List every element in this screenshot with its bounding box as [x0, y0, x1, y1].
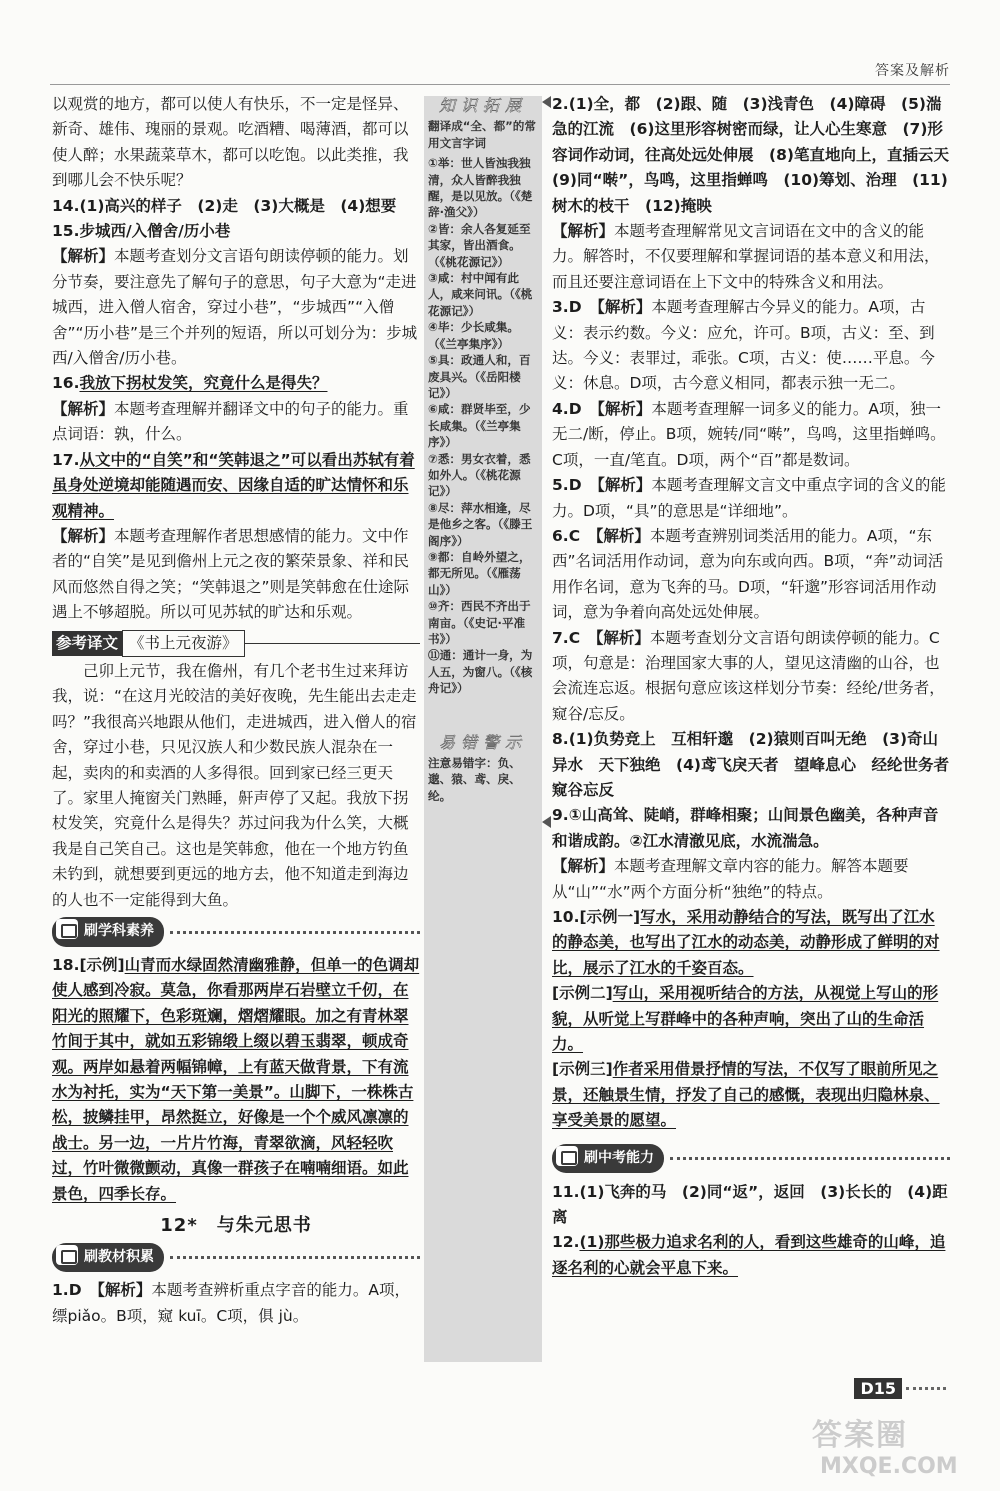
- q15-analysis-text: 本题考查划分文言语句朗读停顿的能力。划分节奏，要注意先了解句子的意思，句子大意为“走进城西，进入僧人宿舍，穿过小巷”，“步城西”“入僧舍”“历小巷”是三个并列的短语，所以可划分为：步城西/入僧舍/历小巷。: [52, 247, 418, 368]
- q9-analysis-label: 【解析】: [552, 857, 615, 876]
- q17-analysis-label: 【解析】: [52, 526, 115, 545]
- q5-analysis-label: 【解析】: [597, 476, 652, 495]
- q5-analysis-text: 本题考查理解文言文中重点字词的含义的能力。D项，“具”的意思是“详细地”。: [552, 476, 946, 520]
- q16-answer: 我放下拐杖发笑，究竟什么是得失？: [79, 374, 328, 393]
- page-number: [854, 1378, 946, 1399]
- q3-number: 3.: [552, 298, 569, 317]
- q14-answer: (1)高兴的样子 (2)走 (3)大概是 (4)想要: [79, 196, 397, 215]
- q2-analysis-label: 【解析】: [552, 222, 615, 241]
- q11-number: 11.: [552, 1182, 580, 1201]
- dotted-rule: [170, 1256, 420, 1259]
- q1-analysis-label: 【解析】: [97, 1281, 152, 1300]
- left-column: [52, 92, 420, 1329]
- watermark-url: MXQE.COM: [820, 1454, 958, 1479]
- q15-number: 15.: [52, 222, 80, 241]
- q4-analysis-label: 【解析】: [597, 399, 652, 418]
- q7-answer: C: [568, 628, 581, 647]
- q17-analysis-text: 本题考查理解作者思想感情的能力。文中作者的“自笑”是见到儋州上元之夜的繁荣景象、祥和民风而悠然自得之笑；“笑韩退之”则是笑韩愈在仕途际遇上不够超脱。所以可见苏轼的旷达和乐观。: [52, 526, 410, 622]
- q6-answer: C: [568, 526, 581, 545]
- reference-translation-header: [52, 630, 420, 657]
- sidebar-item: ③咸：村中闻有此人，咸来问讯。（《桃花源记》）: [428, 271, 533, 318]
- sidebar-item: ⑤具：政通人和，百废具兴。（《岳阳楼记》）: [428, 353, 531, 400]
- q3-analysis-label: 【解析】: [597, 298, 652, 317]
- lesson-number: 12*: [160, 1215, 198, 1237]
- q10-example-1-label: [示例一]: [579, 908, 641, 926]
- watermark: 答案圈: [812, 1418, 908, 1453]
- q17: [52, 448, 420, 524]
- q1: [52, 1278, 420, 1329]
- q15-analysis: [52, 244, 420, 371]
- q14-number: 14.: [52, 196, 80, 215]
- q1-answer: D: [68, 1281, 82, 1300]
- q8-answer: (1)负势竞上 互相轩邈 (2)猿则百叫无绝 (3)奇山异水 天下独绝 (4)鸢飞戾天者 望峰息心 经纶世务者 窥谷忘反: [552, 730, 965, 799]
- q9-analysis: [552, 854, 950, 905]
- q1-analysis-text: 本题考查辨析重点字音的能力。A项，缥piǎo。B项，窥 kuī。C项，俱 jù。: [52, 1281, 410, 1325]
- reference-translation-title: 《书上元夜游》: [122, 630, 245, 657]
- section-header-2: [52, 1244, 420, 1270]
- lesson-title: [52, 1213, 420, 1238]
- q17-analysis: [52, 524, 420, 626]
- section-pill: [52, 917, 164, 946]
- q2-answer: (1)全，都 (2)跟、随 (3)浅青色 (4)障碍 (5)湍急的江流 (6)这里形容树密而绿，让人心生寒意 (7)形容词作动词，往高处远处伸展 (8)笔直地向上，直插云天 (9)同“啭”，鸟鸣，这里指蝉鸣 (10)筹划、治理 (11)树木的枝干 (12)掩映: [552, 95, 965, 215]
- q16-analysis-text: 本题考查理解并翻译文中的句子的能力。重点词语：孰，什么。: [52, 399, 409, 444]
- q9-analysis-text: 本题考查理解文章内容的能力。解答本题要从“山”“水”两个方面分析“独绝”的特点。: [552, 857, 909, 901]
- q12-number: 12.: [552, 1233, 580, 1252]
- q15: [52, 219, 420, 244]
- q6-analysis-text: 本题考查辨别词类活用的能力。A项，“东西”名词活用作动词，意为向东或向西。B项，“奔”动词活用作名词，意为飞奔的马。D项，“轩邈”形容词活用作动词，意为争着向高处远处伸展。: [552, 526, 944, 622]
- q5: [552, 473, 950, 524]
- running-header: 答案及解析: [875, 63, 950, 79]
- q18-answer: 山青而水绿固然清幽雅静，但单一的色调却使人感到冷寂。莫急，你看那两岸石岩壁立千仞，在阳光的照耀下，色彩斑斓，熠熠耀眼。加之有青林翠竹间于其中，就如五彩锦缎上缀以碧玉翡翠，顿成奇观。两岸如悬着两幅锦幛，上有蓝天做背景，下有流水为衬托，实为“天下第一美景”。山脚下，一株株古松，披鳞挂甲，昂然挺立，好像是一个个威风凛凛的战士。另一边，一片片竹海，青翠欲滴，风轻轻吹过，竹叶微微颤动，真像一群孩子在喃喃细语。如此景色，四季长存。: [52, 956, 420, 1203]
- q10-example-3: 作者采用借景抒情的写法，不仅写了眼前所见之景，还触景生情，抒发了自己的感慨，表现出归隐林泉、享受美景的愿望。: [552, 1060, 940, 1130]
- reference-rule: [245, 643, 420, 644]
- q10-example-3-label: [示例三]: [552, 1060, 613, 1079]
- sidebar-warning-text: 注意易错字：负、邈、猿、鸢、戾、纶。: [428, 756, 521, 803]
- section-title: 刷教材积累: [84, 1248, 154, 1265]
- q17-number: 17.: [52, 450, 80, 469]
- q11: [552, 1180, 950, 1231]
- q8: [552, 727, 965, 803]
- q2-analysis-text: 本题考查理解常见文言词语在文中的含义的能力。解答时，不仅要理解和掌握词语的基本意义和用法，而且还要注意词语在上下文中的特殊含义和用法。: [552, 222, 940, 291]
- sidebar-item: ①举：世人皆浊我独清，众人皆醉我独醒，是以见放。（《楚辞·渔父》）: [428, 156, 533, 220]
- sidebar-item: ②皆：余人各复延至其家，皆出酒食。（《桃花源记》）: [428, 221, 531, 269]
- q3-answer: D: [568, 298, 582, 317]
- section-title: 刷中考能力: [584, 1149, 654, 1166]
- q7-number: 7.: [552, 628, 569, 647]
- q16: [52, 371, 420, 396]
- dotted-rule: [170, 931, 420, 934]
- q5-answer: D: [568, 476, 582, 495]
- book-icon: [556, 1146, 578, 1166]
- sidebar-title-warning: 易错警示: [438, 732, 527, 752]
- q4-analysis-text: 本题考查理解一词多义的能力。A项，独一无二/断，停止。B项，婉转/同“啭”，鸟鸣，这里指蝉鸣。C项，一直/笔直。D项，两个“百”都是数词。: [552, 399, 946, 469]
- q10: [552, 905, 950, 981]
- reference-translation-text: 己卯上元节，我在儋州，有几个老书生过来拜访我，说：“在这月光皎洁的美好夜晚，先生能出去走走吗？”我很高兴地跟从他们，走进城西，进入僧人的宿舍，穿过小巷，只见汉族人和少数民族人混杂在一起，卖肉的和卖酒的人多得很。回到家已经三更天了。家里人掩窗关门熟睡，鼾声停了又起。我放下拐杖发笑，究竟什么是得失？苏过问我为什么笑，大概我是自己笑自己。这也是笑韩愈，他在一个地方钓鱼未钓到，就想要到更远的地方去，他不知道走到海边的人也不一定能得到大鱼。: [52, 661, 417, 909]
- q4-number: 4.: [552, 399, 569, 418]
- header-rule: [50, 84, 950, 85]
- q12: [552, 1230, 950, 1281]
- sidebar-item: ④毕：少长咸集。（《兰亭集序》）: [428, 320, 519, 351]
- right-column: [552, 92, 965, 1281]
- section-title: 刷学科素养: [84, 923, 154, 940]
- q3-analysis-text: 本题考查理解古今异义的能力。A项，古义：表示约数。今义：应允，许可。B项，古义：至、到达。今义：表罪过，乖张。C项，古义：使……平息。今义：休息。D项，古今意义相同，都表示独一无二。: [552, 298, 935, 393]
- q12-answer: (1)那些极力追求名利的人，看到这些雄奇的山峰，追逐名利的心就会平息下来。: [552, 1233, 946, 1277]
- page-number-label: D15: [854, 1378, 902, 1399]
- section-pill: [552, 1144, 664, 1173]
- lesson-name: 与朱元思书: [216, 1215, 312, 1237]
- q6-analysis-label: 【解析】: [595, 526, 650, 545]
- q10-example-2-line: [552, 981, 950, 1057]
- q9: [552, 803, 950, 854]
- book-icon: [56, 919, 78, 939]
- q2-analysis: [552, 219, 950, 295]
- q10-example-2-label: [示例二]: [552, 984, 613, 1003]
- q18-example-label: [示例]: [79, 956, 125, 974]
- q4: [552, 397, 950, 473]
- q8-number: 8.: [552, 730, 569, 749]
- q3: [552, 295, 950, 397]
- reference-translation-label: 参考译文: [52, 631, 122, 656]
- pointer-arrow-icon: [542, 816, 551, 828]
- q10-example-3-line: [552, 1057, 950, 1133]
- sidebar-item: ⑧尽：萍水相逢，尽是他乡之客。（《滕王阁序》）: [428, 500, 533, 548]
- continued-text: 以观赏的地方，都可以使人有快乐，不一定是怪异、新奇、雄伟、瑰丽的景观。吃酒糟、喝薄酒，都可以使人醉；水果蔬菜草木，都可以吃饱。以此类推，我到哪儿会不快乐呢？: [52, 95, 409, 190]
- q11-answer: (1)飞奔的马 (2)同“返”，返回 (3)长长的 (4)距离: [552, 1182, 948, 1227]
- q15-answer: 步城西/入僧舍/历小巷: [79, 222, 231, 241]
- sidebar-title-knowledge: 知识拓展: [438, 96, 527, 115]
- sidebar-item: ⑩齐：西民不齐出于南亩。（《史记·平准书》）: [428, 599, 531, 646]
- q7-analysis-label: 【解析】: [595, 628, 650, 647]
- q2: [552, 92, 965, 219]
- q2-number: 2.: [552, 95, 569, 113]
- sidebar-intro: 翻译成“全、都”的常用文言字词: [428, 119, 536, 150]
- section-pill: [52, 1243, 164, 1272]
- q7: [552, 626, 950, 728]
- q6: [552, 524, 950, 626]
- q17-answer: 从文中的“自笑”和“笑韩退之”可以看出苏轼有着虽身处逆境却能随遇而安、因缘自适的旷达情怀和乐观精神。: [52, 450, 415, 520]
- section-header-3: [552, 1146, 950, 1172]
- q16-analysis-label: 【解析】: [52, 399, 115, 418]
- pointer-arrow-icon: [542, 96, 551, 108]
- q9-number: 9.: [552, 806, 569, 825]
- q10-example-2: 写山，采用视听结合的方法，从视觉上写山的形貌，从听觉上写群峰中的各种声响，突出了山的生命活力。: [552, 984, 939, 1054]
- q10-number: 10.: [552, 908, 580, 926]
- q15-analysis-label: 【解析】: [52, 247, 115, 266]
- q5-number: 5.: [552, 476, 569, 495]
- sidebar-item: ⑦悉：男女衣着，悉如外人。（《桃花源记》）: [428, 451, 531, 499]
- sidebar-item: ⑨都：自岭外望之，都无所见。（《雁荡山》）: [428, 549, 531, 597]
- dotted-rule: [906, 1387, 946, 1390]
- dotted-rule: [670, 1157, 950, 1160]
- q16-analysis: [52, 397, 420, 448]
- q9-answer: ①山高耸、陡峭，群峰相聚；山间景色幽美，各种声音和谐成韵。②江水清澈见底，水流湍急。: [552, 806, 939, 850]
- q4-answer: D: [568, 399, 582, 418]
- q10-example-1: 写水，采用动静结合的写法，既写出了江水的静态美，也写出了江水的动态美，动静形成了鲜明的对比，展示了江水的千姿百态。: [552, 908, 940, 977]
- knowledge-sidebar: [424, 96, 542, 1362]
- book-icon: [56, 1245, 78, 1265]
- q18: [52, 953, 420, 1207]
- q6-number: 6.: [552, 526, 569, 545]
- sidebar-item: ⑥咸：群贤毕至，少长咸集。（《兰亭集序》）: [428, 402, 531, 450]
- q7-analysis-text: 本题考查划分文言语句朗读停顿的能力。C项，句意是：治理国家大事的人，望见这清幽的山谷，也会流连忘返。根据句意应该这样划分节奏：经纶/世务者，窥谷/忘反。: [552, 628, 945, 723]
- q14: [52, 194, 420, 219]
- q16-number: 16.: [52, 374, 80, 393]
- q18-number: 18.: [52, 956, 80, 974]
- sidebar-item: ⑪通：通计一身，为人五，为窗八。（《核舟记》）: [428, 648, 533, 696]
- q1-number: 1.: [52, 1281, 69, 1300]
- section-header-1: [52, 919, 420, 945]
